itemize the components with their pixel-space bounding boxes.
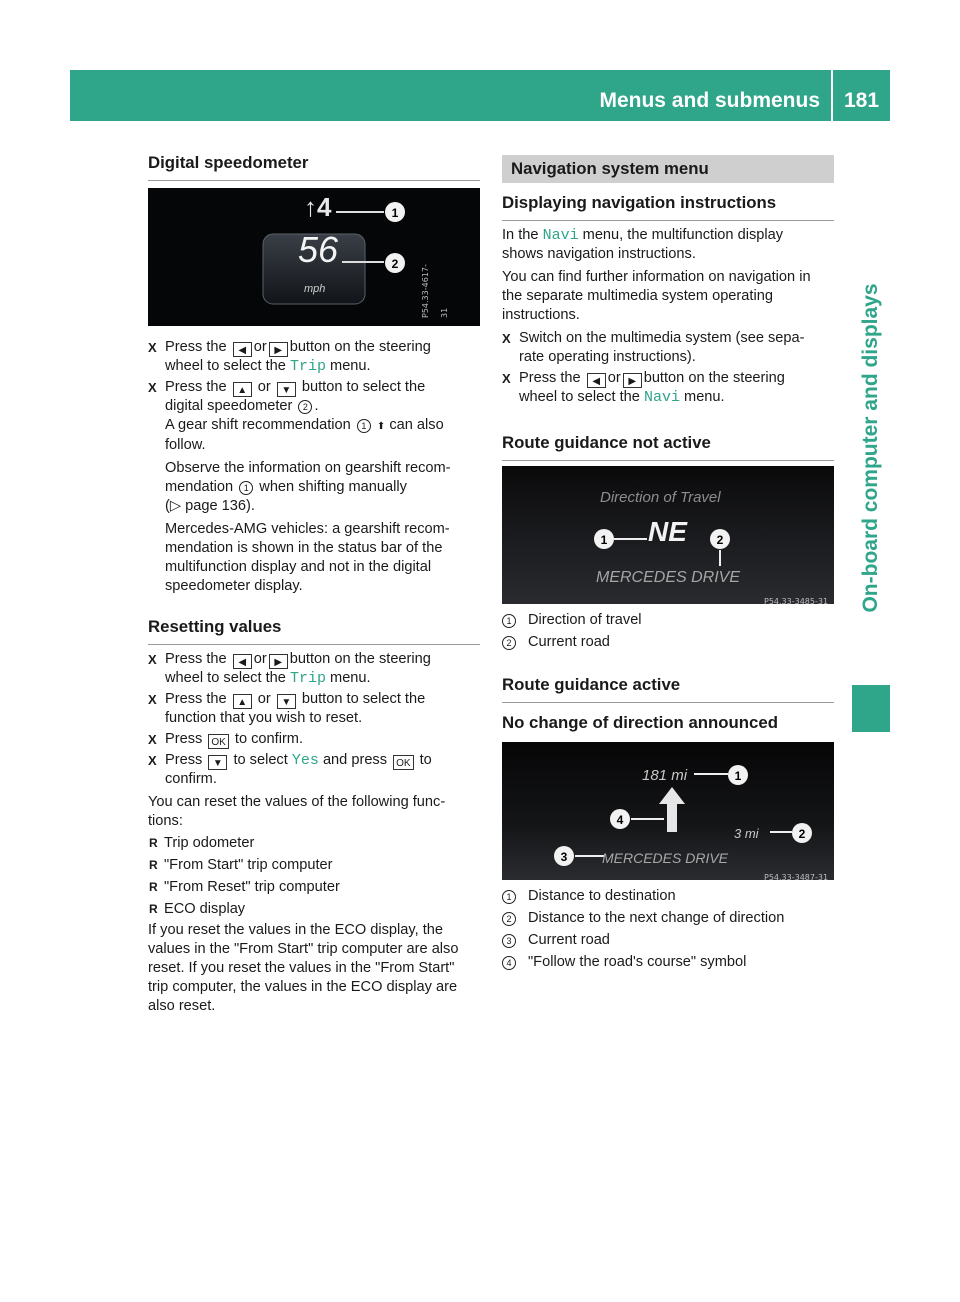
list-item: R "From Reset" trip computer xyxy=(148,878,480,897)
right-button: ▶ xyxy=(269,654,288,669)
figure-route-not-active xyxy=(502,466,834,604)
reset-note: If you reset the values in the ECO display, the values in the "From Start" trip computer are also reset. If you reset the values in the "From Start" trip computer, the values in the ECO display are also reset. xyxy=(148,922,459,1014)
header-title: Menus and submenus xyxy=(599,89,820,112)
legend-item: 1 Distance to destination xyxy=(502,887,834,906)
nav-intro: In the Navi menu, the multifunction display shows navigation instructions. xyxy=(502,227,784,262)
callout-4: 4 xyxy=(616,813,624,827)
ref-2: 2 xyxy=(298,400,312,414)
callout-3: 3 xyxy=(560,850,568,864)
step-reset-trip: X Press the ◀ or ▶ button on the steering wheel to select the Trip menu. xyxy=(148,650,480,688)
menu-trip: Trip xyxy=(289,670,326,687)
heading-route-active: Route guidance active xyxy=(502,674,834,703)
reset-list xyxy=(148,834,480,919)
option-yes: Yes xyxy=(291,752,319,769)
heading-navigation-instructions: Displaying navigation instructions xyxy=(502,192,834,221)
down-button: ▼ xyxy=(208,755,227,770)
right-button: ▶ xyxy=(623,373,642,388)
step-reset-function: X Press the ▲ or ▼ button to select the function that you wish to reset. xyxy=(148,690,480,728)
legend-item: 4 "Follow the road's course" symbol xyxy=(502,953,834,972)
left-button: ◀ xyxy=(233,342,252,357)
ref-1b: 1 xyxy=(239,481,253,495)
step-switch-on: X Switch on the multimedia system (see sepa- rate operating instructions). xyxy=(502,329,834,367)
figure-code: P54.33-3487-31 xyxy=(764,873,829,880)
side-tab-block xyxy=(852,685,890,732)
callout-1: 1 xyxy=(734,769,742,783)
callout-1: 1 xyxy=(600,533,608,547)
side-tab-label: On-board computer and displays xyxy=(859,283,882,613)
menu-navi: Navi xyxy=(643,389,680,406)
speed-unit: mph xyxy=(304,283,326,295)
legend-item: 3 Current road xyxy=(502,931,834,950)
up-button: ▲ xyxy=(233,382,252,397)
distance-next: 3 mi xyxy=(734,826,759,841)
figure-code: P54.33-4617-31 xyxy=(421,264,449,318)
figure-no-change xyxy=(502,742,834,880)
ok-button: OK xyxy=(393,755,413,770)
page-link[interactable]: (▷ page 136). xyxy=(165,498,255,514)
step-select-yes: X Press ▼ to select Yes and press OK to confirm. xyxy=(148,751,480,789)
step-select-speedometer: X Press the ▲ or ▼ button to select the digital speedometer 2 . A gear shift recommendation 1 ⬆ can also follow. Observe the information on gearshift recom- mendation 1 when shifting manually (▷ page 136). Mercedes-AMG vehicles: a gearshift recom- mendation is shown in the status bar of the multifunction display and not in the digital speedometer display. xyxy=(148,378,480,596)
ref-1: 1 xyxy=(357,419,371,433)
gear-arrow-icon: ⬆ xyxy=(376,421,386,432)
list-item: R Trip odometer xyxy=(148,834,480,853)
road-name: MERCEDES DRIVE xyxy=(602,850,729,866)
heading-route-not-active: Route guidance not active xyxy=(502,432,834,461)
callout-2: 2 xyxy=(391,257,399,271)
figure-title: Direction of Travel xyxy=(600,489,721,506)
section-box-navigation: Navigation system menu xyxy=(502,155,834,183)
road-name: MERCEDES DRIVE xyxy=(596,569,741,586)
right-button: ▶ xyxy=(269,342,288,357)
list-item: R ECO display xyxy=(148,900,480,919)
step-press-ok: X Press OK to confirm. xyxy=(148,730,480,749)
callout-2: 2 xyxy=(716,533,724,547)
heading-no-change: No change of direction announced xyxy=(502,713,778,732)
legend-item: 2 Distance to the next change of direction xyxy=(502,909,834,928)
callout-1: 1 xyxy=(391,206,399,220)
up-button: ▲ xyxy=(233,694,252,709)
heading-resetting-values: Resetting values xyxy=(148,616,480,645)
legend-item: 2 Current road xyxy=(502,633,834,652)
down-button: ▼ xyxy=(277,382,296,397)
nav-info: You can find further information on navigation in the separate multimedia system operating instructions. xyxy=(502,269,811,323)
direction-value: NE xyxy=(648,516,687,547)
figure-digital-speedometer xyxy=(148,188,480,326)
step-select-navi: X Press the ◀ or ▶ button on the steering wheel to select the Navi menu. xyxy=(502,369,834,407)
left-button: ◀ xyxy=(587,373,606,388)
reset-intro: You can reset the values of the following func- tions: xyxy=(148,794,446,829)
step-select-trip: X Press the ◀ or ▶ button on the steering wheel to select the Trip menu. xyxy=(148,338,480,376)
left-button: ◀ xyxy=(233,654,252,669)
page-number: 181 xyxy=(843,89,880,112)
menu-navi: Navi xyxy=(542,227,579,244)
side-tab xyxy=(852,228,890,668)
figure-code: P54.33-3485-31 xyxy=(764,597,829,604)
list-item: R "From Start" trip computer xyxy=(148,856,480,875)
gear-indicator: ↑4 xyxy=(304,192,332,222)
ok-button: OK xyxy=(208,734,228,749)
menu-trip: Trip xyxy=(289,358,326,375)
distance-destination: 181 mi xyxy=(642,767,688,784)
callout-2: 2 xyxy=(798,827,806,841)
down-button: ▼ xyxy=(277,694,296,709)
speed-value: 56 xyxy=(298,229,339,270)
legend-item: 1 Direction of travel xyxy=(502,611,834,630)
heading-digital-speedometer: Digital speedometer xyxy=(148,152,480,181)
